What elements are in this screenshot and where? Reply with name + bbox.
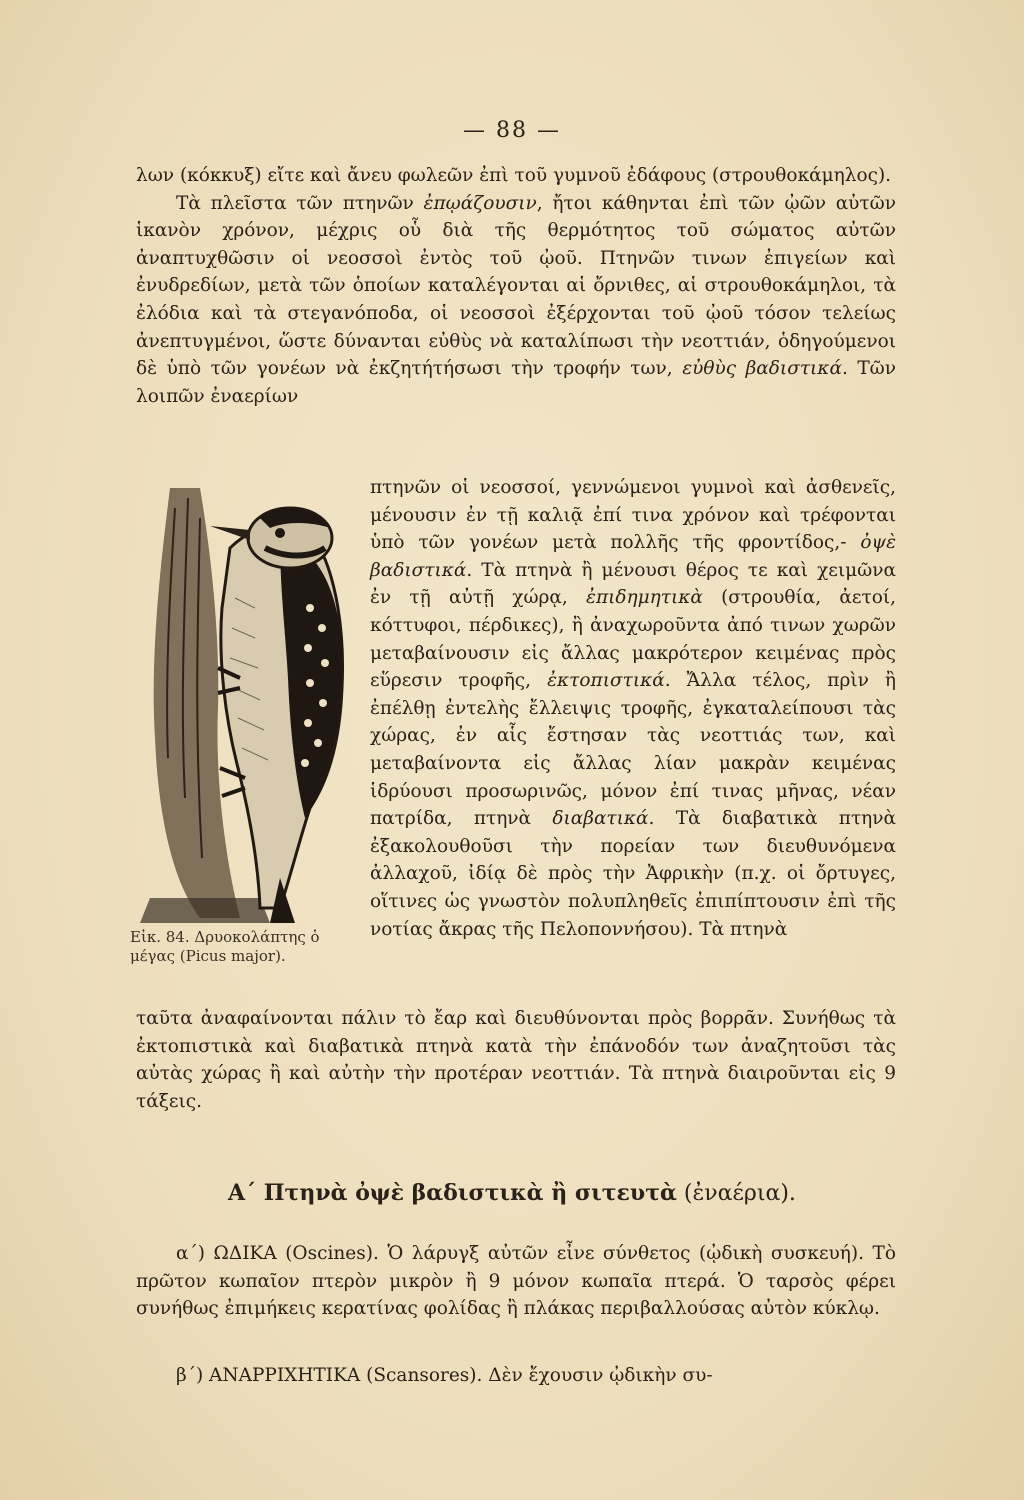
- italic-term: εὐθὺς βαδιστικά: [682, 358, 842, 380]
- text-span: . Ἄλλα τέλος, πρὶν ἢ ἐπέλθῃ ἐντελὴς ἔλλειψις τροφῆς, ἐγκαταλείπουσι τὰς χώρας, ἐν αἷς ἔστησαν τὰς νεοττιάς των, καὶ μεταβαίνοντα εἰς ἄλλας λίαν μακρὰν κειμένας ἱδρύουσι προσωρινῶς, μόνον ἐπί τινας μῆνας, νέαν πατρίδα, πτηνὰ: [370, 670, 896, 830]
- top-text-block: [136, 162, 896, 410]
- section-oscines: α΄) ΩΔΙΚΑ (Oscines). Ὁ λάρυγξ αὐτῶν εἶνε σύνθετος (ᾠδικὴ συσκευή). Τὸ πρῶτον κωπαῖον πτερὸν μικρὸν ἢ 9 μόνον κωπαῖα πτερά. Ὁ ταρσὸς φέρει συνήθως ἐπιμήκεις κερατίνας φολίδας ἢ πλάκας περιβαλλούσας αὐτὸν κύκλῳ.: [136, 1243, 896, 1320]
- italic-term: ἐκτοπιστικά: [547, 670, 665, 692]
- paragraph-2: [136, 190, 896, 411]
- figure-caption: Εἰκ. 84. Δρυοκολάπτης ὁ μέγας (Picus major).: [130, 928, 320, 965]
- woodpecker-illustration-icon: [130, 478, 360, 928]
- text-span: (στρουθία, ἀετοί, κόττυφοι, πέρδικες), ἢ ἀναχωροῦντα ἀπό τινων χωρῶν μεταβαίνουσιν εἰς ἄλλας μακρότερον κειμένας πρὸς εὕρεσιν τροφῆς,: [370, 587, 896, 692]
- text-span: Τὰ πλεῖστα τῶν πτηνῶν: [176, 192, 424, 214]
- heading-rest: (ἐναέρια).: [676, 1181, 796, 1206]
- italic-term: ἐπῳάζουσιν: [423, 192, 537, 214]
- wrapped-text-block: [370, 474, 896, 943]
- text-span: . Τὰ διαβατικὰ πτηνὰ ἐξακολουθοῦσι τὴν πορείαν των διευθυνόμενα ἀλλαχοῦ, ἰδίᾳ δὲ πρὸς τὴν Ἀφρικὴν (π.χ. οἱ ὄρτυγες, οἵτινες ὡς γνωστὸν πολυπληθεῖς ἐπιπίπτουσιν ἐπὶ τῆς νοτίας ἄκρας τῆς Πελοποννήσου). Τὰ πτηνὰ: [370, 808, 896, 940]
- paragraph-1: λων (κόκκυξ) εἴτε καὶ ἄνευ φωλεῶν ἐπὶ τοῦ γυμνοῦ ἐδάφους (στρουθοκάμηλος).: [136, 165, 892, 186]
- text-span: . Τὰ πτηνὰ ἢ μένουσι θέρος τε καὶ χειμῶνα ἐν τῇ αὐτῇ χώρᾳ,: [370, 559, 896, 609]
- heading-bold: Α΄ Πτηνὰ ὀψὲ βαδιστικὰ ἢ σιτευτὰ: [228, 1180, 677, 1206]
- italic-term: ὀψὲ βαδιστικά: [370, 532, 896, 581]
- section-heading: [0, 1180, 1024, 1206]
- after-figure-text: ταῦτα ἀναφαίνονται πάλιν τὸ ἔαρ καὶ διευθύνονται πρὸς βορρᾶν. Συνήθως τὰ ἐκτοπιστικὰ καὶ διαβατικὰ πτηνὰ κατὰ τὴν ἐπάνοδόν των ἀναζητοῦσι τὰς αὐτὰς χώρας ἢ καὶ αὐτὴν τὴν προτέραν νεοττιάν. Τὰ πτηνὰ διαιροῦνται εἰς 9 τάξεις.: [136, 1008, 896, 1112]
- text-span: , ἤτοι κάθηνται ἐπὶ τῶν ᾠῶν αὐτῶν ἱκανὸν χρόνον, μέχρις οὗ διὰ τῆς θερμότητος τοῦ σώματος αὐτῶν ἀναπτυχθῶσιν οἱ νεοσσοὶ ἐντὸς τοῦ ᾠοῦ. Πτηνῶν τινων ἐπιγείων καὶ ἐνυδρεδίων, μετὰ τῶν ὁποίων καταλέγονται αἱ ὄρνιθες, αἱ στρουθοκάμηλοι, τὰ ἐλόδια καὶ τὰ στεγανόποδα, οἱ νεοσσοὶ ἐξέρχονται τοῦ ᾠοῦ τόσον τελείως ἀνεπτυγμένοι, ὥστε δύνανται εὐθὺς νὰ καταλίπωσι τὴν νεοττιάν, ὁδηγούμενοι δὲ ὑπὸ τῶν γονέων νὰ ἐκζητήτήσωσι τὴν τροφήν των,: [136, 192, 896, 380]
- text-span: πτηνῶν οἱ νεοσσοί, γεννώμενοι γυμνοὶ καὶ ἀσθενεῖς, μένουσιν ἐν τῇ καλιᾷ ἐπί τινα χρόνον καὶ τρέφονται ὑπὸ τῶν γονέων μετὰ πολλῆς τῆς φροντίδος,-: [370, 477, 896, 554]
- text-span: . Τῶν λοιπῶν ἐναερίων: [136, 358, 896, 407]
- page-number: — 88 —: [463, 118, 561, 143]
- italic-term: ἐπιδημητικὰ: [586, 587, 703, 609]
- section-scansores: β΄) ΑΝΑΡΡΙΧΗΤΙΚΑ (Scansores). Δὲν ἔχουσιν ᾠδικὴν συ-: [176, 1365, 713, 1386]
- italic-term: διαβατικά: [552, 808, 649, 830]
